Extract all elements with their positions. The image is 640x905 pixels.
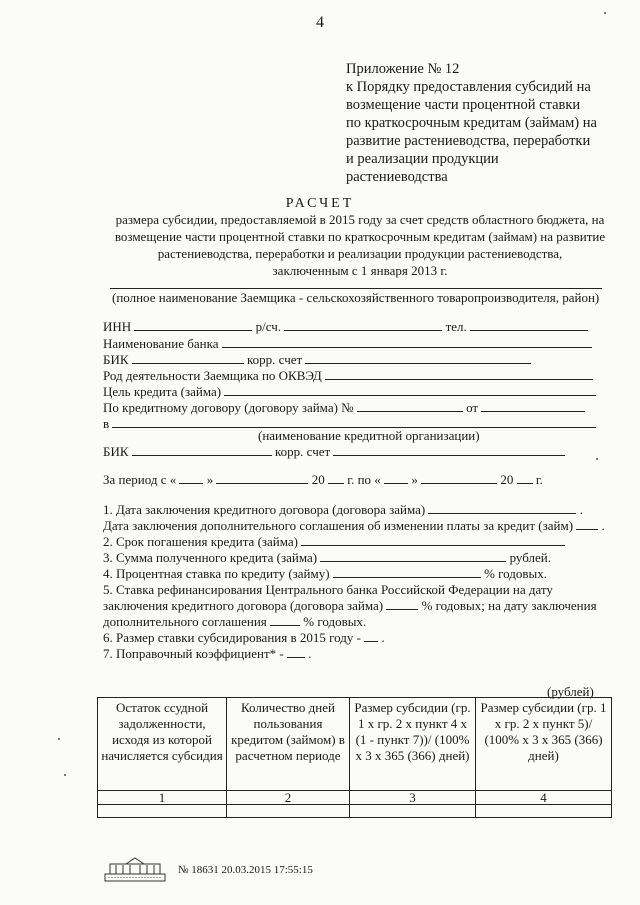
inn-row xyxy=(103,319,588,335)
refinancing-rate-addendum-field[interactable] xyxy=(270,614,300,626)
table-header-cell: Количество дней пользования кредитом (займом) в расчетном периоде xyxy=(227,698,350,791)
item-5-mid: % годовых; на дату заключения xyxy=(421,598,597,613)
corr-account2-label: корр. счет xyxy=(275,444,331,459)
table-cell[interactable] xyxy=(98,805,227,818)
period-end-day-field[interactable] xyxy=(384,472,408,484)
table-column-number: 1 xyxy=(98,791,227,805)
table-unit: (рублей) xyxy=(547,684,594,699)
item-3-label: 3. Сумма полученного кредита (займа) xyxy=(103,550,318,565)
item-5-addendum-label: дополнительного соглашения xyxy=(103,614,267,629)
borrower-caption: (полное наименование Заемщика - сельскохозяйственного товаропроизводителя, район) xyxy=(112,290,600,305)
item-1-row xyxy=(103,502,583,518)
bank-name-label: Наименование банка xyxy=(103,336,219,351)
subtitle-line: растениеводства, переработки и реализации продукции растениеводства, xyxy=(157,246,563,261)
table-cell[interactable] xyxy=(476,805,612,818)
credit-org-caption: (наименование кредитной организации) xyxy=(258,428,480,443)
purpose-field[interactable] xyxy=(224,384,596,396)
period-label: За период с « xyxy=(103,472,177,487)
subsidy-table xyxy=(97,697,612,818)
quote-mark: » xyxy=(411,472,418,487)
item-3-end: рублей. xyxy=(509,550,552,565)
appendix-heading xyxy=(346,60,616,186)
period-end-year-field[interactable] xyxy=(517,472,533,484)
loan-agreement-label: По кредитному договору (договору займа) № xyxy=(103,400,354,415)
credit-org-field[interactable] xyxy=(112,416,596,428)
period-start-year-field[interactable] xyxy=(328,472,344,484)
loan-agreement-number-field[interactable] xyxy=(357,400,463,412)
table-header-cell: Размер субсидии (гр. 1 х гр. 2 х пункт 5)/ (100% х 3 х 365 (366) дней) xyxy=(476,698,612,791)
item-7-row xyxy=(103,646,311,662)
correction-coefficient-field[interactable] xyxy=(287,646,305,658)
loan-amount-field[interactable] xyxy=(320,550,506,562)
loan-agreement-date-field[interactable] xyxy=(481,400,585,412)
item-1-label: 1. Дата заключения кредитного договора (договора займа) xyxy=(103,502,426,517)
purpose-row xyxy=(103,384,596,400)
table-header-cell: Размер субсидии (гр. 1 х гр. 2 х пункт 4 х (1 - пункт 7))/ (100% х 3 х 365 (366) дней) xyxy=(350,698,476,791)
item-7-end: . xyxy=(308,646,312,661)
addendum-date-field[interactable] xyxy=(576,518,598,530)
table-column-number: 2 xyxy=(227,791,350,805)
account-label: р/сч. xyxy=(255,319,282,334)
item-1b-row xyxy=(103,518,605,534)
scan-speck xyxy=(64,774,66,776)
item-5-end: % годовых. xyxy=(303,614,367,629)
corr-account2-field[interactable] xyxy=(333,444,565,456)
page-number: 4 xyxy=(316,14,324,31)
table-header-cell: Остаток ссудной задолженности, исходя из которой начисляется субсидия xyxy=(98,698,227,791)
appendix-line: Приложение № 12 xyxy=(346,61,460,77)
subsidy-rate-field[interactable] xyxy=(364,630,378,642)
scan-speck xyxy=(604,12,606,14)
subtitle-line: возмещение части процентной ставки по краткосрочным кредитам (займам) на развитие xyxy=(114,229,606,244)
phone-label: тел. xyxy=(445,319,467,334)
item-6-end: . xyxy=(381,630,385,645)
refinancing-rate-loan-field[interactable] xyxy=(386,598,418,610)
table-row xyxy=(98,805,612,818)
table-number-row xyxy=(98,791,612,805)
corr-account-label: корр. счет xyxy=(247,352,303,367)
interest-rate-field[interactable] xyxy=(333,566,481,578)
item-4-end: % годовых. xyxy=(484,566,548,581)
appendix-line: и реализации продукции xyxy=(346,151,499,167)
appendix-line: растениеводства xyxy=(346,169,448,185)
year-prefix: 20 xyxy=(500,472,514,487)
inn-field[interactable] xyxy=(134,319,252,331)
appendix-line: к Порядку предоставления субсидий на xyxy=(346,79,591,95)
table-cell[interactable] xyxy=(227,805,350,818)
subtitle-line: размера субсидии, предоставляемой в 2015 году за счет средств областного бюджета, на xyxy=(115,212,605,227)
item-3-row xyxy=(103,550,551,566)
inn-label: ИНН xyxy=(103,319,132,334)
item-6-row xyxy=(103,630,385,646)
repayment-term-field[interactable] xyxy=(301,534,565,546)
item-2-row xyxy=(103,534,565,550)
item-5-row-1: 5. Ставка рефинансирования Центрального банка Российской Федерации на дату xyxy=(103,582,553,597)
table-column-number: 3 xyxy=(350,791,476,805)
purpose-label: Цель кредита (займа) xyxy=(103,384,222,399)
bik2-label: БИК xyxy=(103,444,129,459)
year-prefix: 20 xyxy=(311,472,325,487)
bank-row xyxy=(103,336,592,352)
document-title: РАСЧЕТ xyxy=(285,196,355,211)
from-label: от xyxy=(466,400,479,415)
item-5-label: заключения кредитного договора (договора займа) xyxy=(103,598,384,613)
subtitle-line: заключенным с 1 января 2013 г. xyxy=(272,263,448,278)
table-header-row xyxy=(98,698,612,791)
bank-name-field[interactable] xyxy=(222,336,592,348)
okved-field[interactable] xyxy=(325,368,593,380)
quote-mark: » xyxy=(206,472,214,487)
item-5-row-3 xyxy=(103,614,366,630)
item-1-end: . xyxy=(579,502,583,517)
account-field[interactable] xyxy=(284,319,442,331)
loan-date-field[interactable] xyxy=(428,502,576,514)
period-start-day-field[interactable] xyxy=(179,472,203,484)
building-seal-icon xyxy=(104,856,166,882)
registration-stamp: № 18631 20.03.2015 17:55:15 xyxy=(178,864,313,876)
item-7-label: 7. Поправочный коэффициент* - xyxy=(103,646,284,661)
okved-label: Род деятельности Заемщика по ОКВЭД xyxy=(103,368,322,383)
bik2-row xyxy=(103,444,565,460)
appendix-line: возмещение части процентной ставки xyxy=(346,97,581,113)
item-4-label: 4. Процентная ставка по кредиту (займу) xyxy=(103,566,330,581)
period-end-month-field[interactable] xyxy=(421,472,497,484)
item-4-row xyxy=(103,566,547,582)
item-1b-end: . xyxy=(601,518,605,533)
table-cell[interactable] xyxy=(350,805,476,818)
item-2-label: 2. Срок погашения кредита (займа) xyxy=(103,534,298,549)
period-start-month-field[interactable] xyxy=(216,472,308,484)
corr-account-field[interactable] xyxy=(305,352,531,364)
phone-field[interactable] xyxy=(470,319,588,331)
appendix-line: развитие растениеводства, переработки xyxy=(346,133,591,149)
okved-row xyxy=(103,368,593,384)
period-row xyxy=(103,472,543,488)
table-column-number: 4 xyxy=(476,791,612,805)
scan-speck xyxy=(58,738,60,740)
appendix-line: по краткосрочным кредитам (займам) на xyxy=(346,115,597,131)
loan-agreement-row xyxy=(103,400,585,416)
bik2-field[interactable] xyxy=(132,444,272,456)
in-label: в xyxy=(103,416,110,431)
item-1b-label: Дата заключения дополнительного соглашения об изменении платы за кредит (займ) xyxy=(103,518,574,533)
scan-speck xyxy=(596,458,598,460)
bik-field[interactable] xyxy=(132,352,244,364)
borrower-name-field[interactable] xyxy=(110,288,602,289)
document-subtitle xyxy=(100,211,620,279)
year-suffix: г. xyxy=(535,472,543,487)
period-to-label: г. по « xyxy=(347,472,381,487)
bik-row xyxy=(103,352,531,368)
item-5-row-2 xyxy=(103,598,597,614)
bik-label: БИК xyxy=(103,352,129,367)
item-6-label: 6. Размер ставки субсидирования в 2015 году - xyxy=(103,630,361,645)
